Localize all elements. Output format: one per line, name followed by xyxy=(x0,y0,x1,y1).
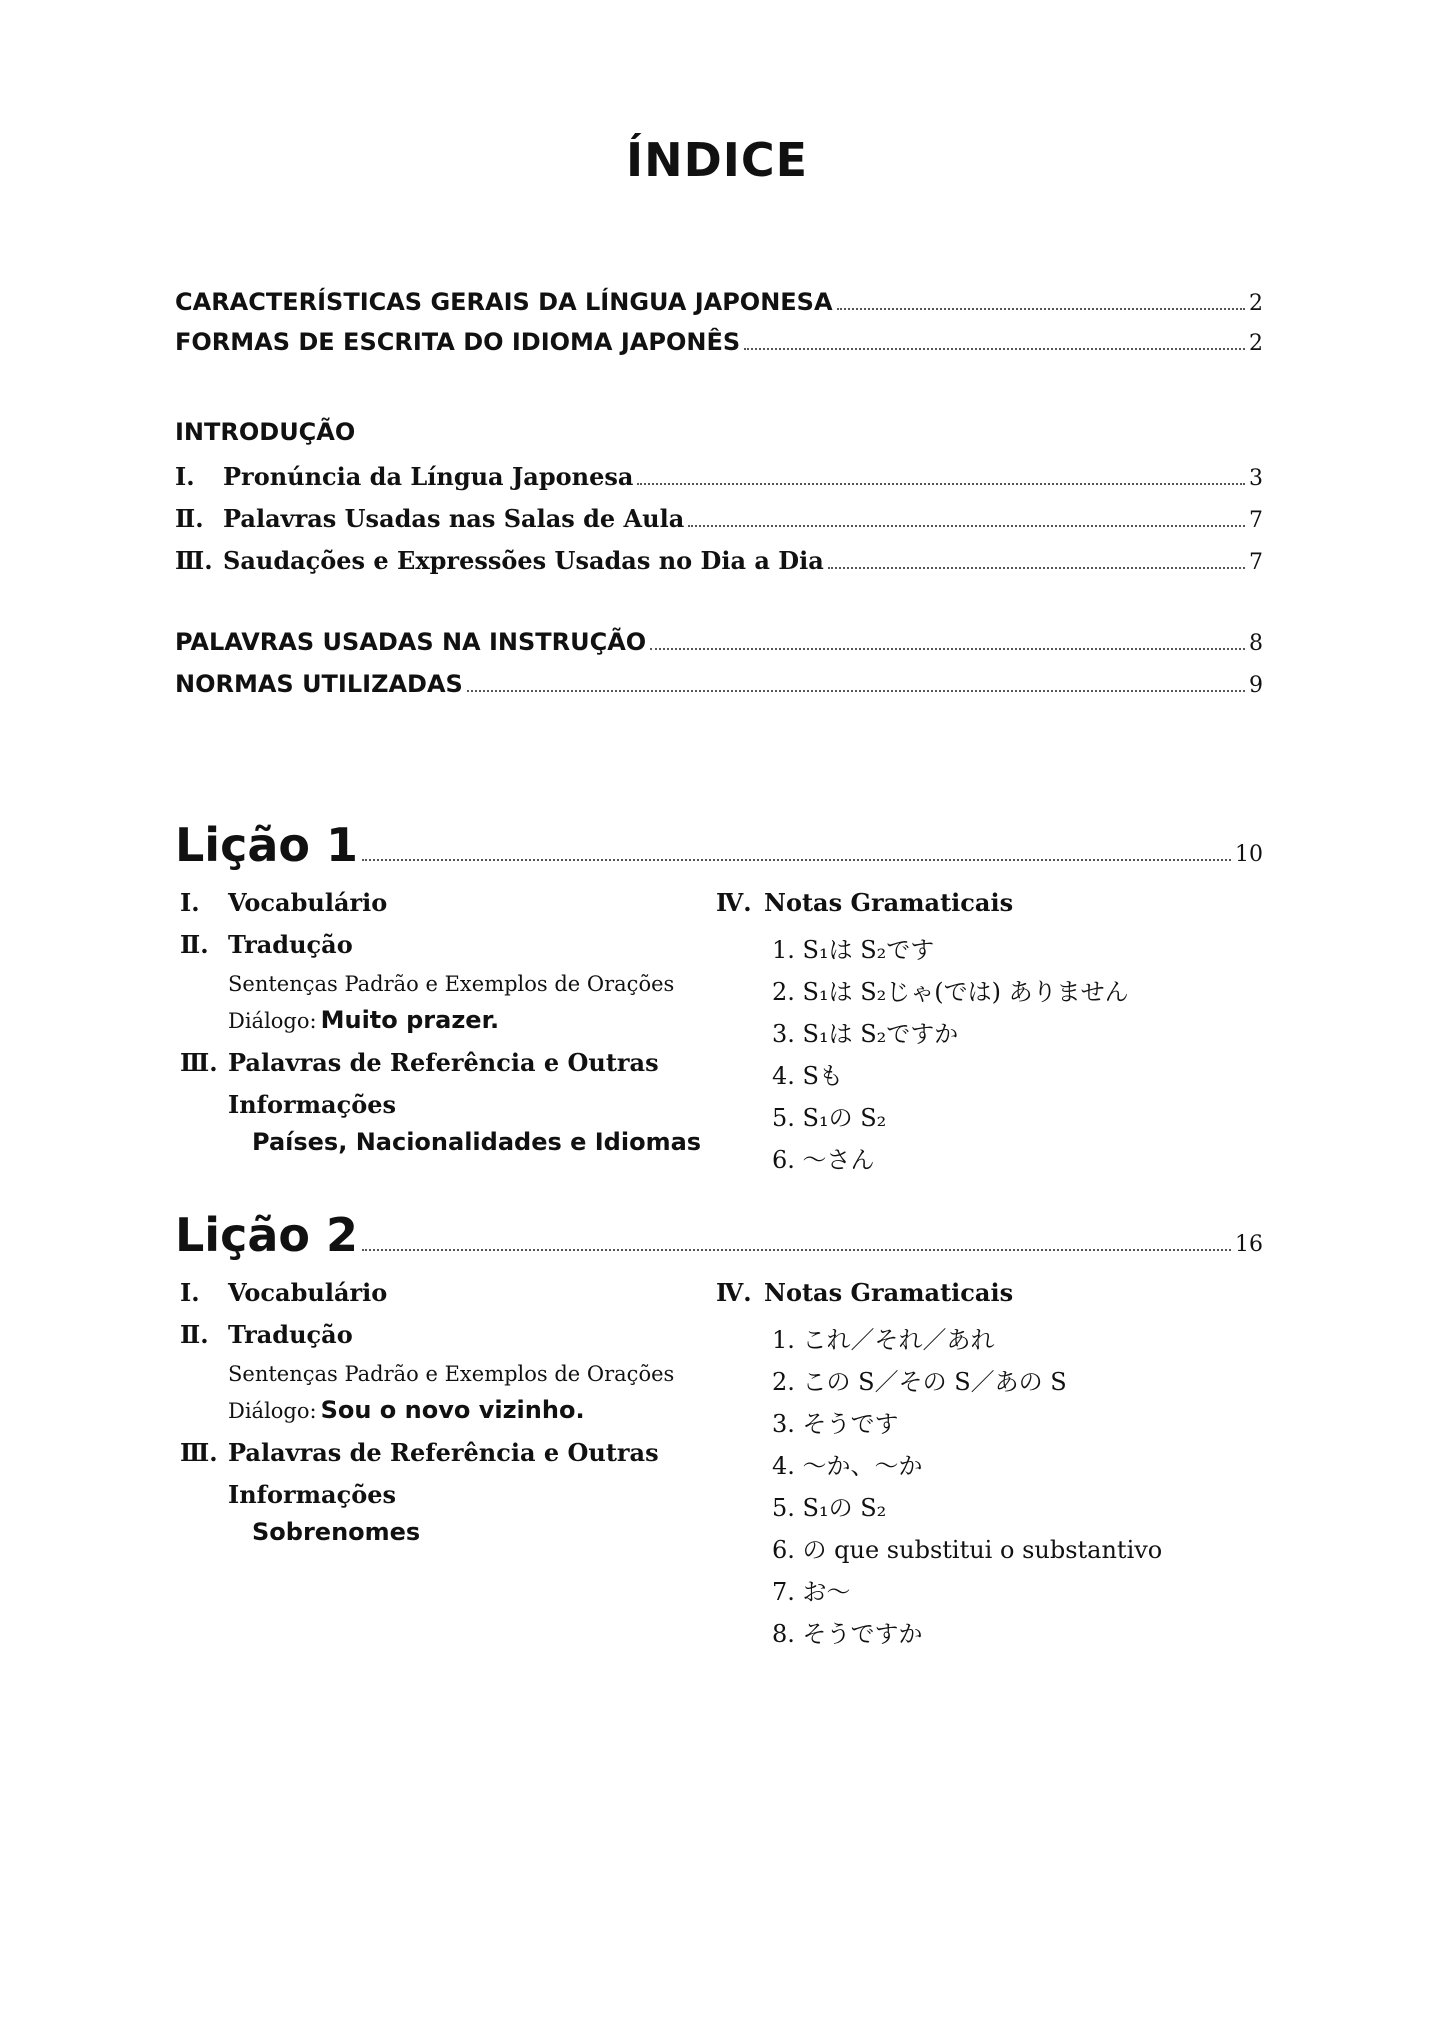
dialogo-title: Sou o novo vizinho. xyxy=(320,1396,585,1424)
dialogo-prefix: Diálogo: xyxy=(228,1009,317,1033)
toc-page-number: 9 xyxy=(1249,673,1263,698)
grammar-note[interactable]: 2. この S／その S／あの S xyxy=(772,1368,1067,1396)
roman-numeral: Ⅳ. xyxy=(716,888,752,917)
item-label: Vocabulário xyxy=(228,1278,388,1307)
lesson-1-vocabulario[interactable] xyxy=(180,888,387,917)
toc-page-number: 16 xyxy=(1235,1232,1263,1257)
toc-entry-pronuncia[interactable] xyxy=(175,462,1263,491)
page-title: ÍNDICE xyxy=(625,133,809,187)
dot-leader xyxy=(650,648,1245,650)
toc-page-number: 10 xyxy=(1235,842,1263,867)
dot-leader xyxy=(467,690,1245,692)
grammar-note[interactable]: 1. これ／それ／あれ xyxy=(772,1326,995,1354)
item-label: Notas Gramaticais xyxy=(764,888,1014,917)
toc-entry-saudacoes[interactable] xyxy=(175,546,1263,575)
lesson-2-referencia[interactable] xyxy=(180,1438,659,1467)
dot-leader xyxy=(362,859,1231,861)
toc-entry-palavras-instrucao[interactable] xyxy=(175,628,1263,656)
grammar-note[interactable]: 4. ～か、～か xyxy=(772,1452,923,1480)
roman-numeral: Ⅱ. xyxy=(180,930,209,959)
roman-numeral: Ⅰ. xyxy=(175,462,195,491)
lesson-1-traducao[interactable] xyxy=(180,930,353,959)
lesson-1-referencia[interactable] xyxy=(180,1048,659,1077)
grammar-note[interactable]: 8. そうですか xyxy=(772,1620,923,1648)
toc-entry-label: Palavras Usadas nas Salas de Aula xyxy=(223,504,685,533)
grammar-note[interactable]: 6. ～さん xyxy=(772,1146,875,1174)
grammar-note[interactable]: 3. そうです xyxy=(772,1410,899,1438)
lesson-2-sentencas: Sentenças Padrão e Exemplos de Orações xyxy=(228,1362,675,1386)
item-label: Palavras de Referência e Outras xyxy=(228,1438,659,1467)
toc-entry-label: CARACTERÍSTICAS GERAIS DA LÍNGUA JAPONESA xyxy=(175,288,833,316)
toc-page-number: 2 xyxy=(1249,291,1263,316)
roman-numeral: Ⅲ. xyxy=(180,1048,218,1077)
item-label: Tradução xyxy=(228,1320,353,1349)
dot-leader xyxy=(828,567,1245,569)
toc-page-number: 8 xyxy=(1249,631,1263,656)
item-label: Tradução xyxy=(228,930,353,959)
dot-leader xyxy=(688,525,1245,527)
roman-numeral: Ⅰ. xyxy=(180,888,200,917)
toc-entry-palavras-sala[interactable] xyxy=(175,504,1263,533)
dot-leader xyxy=(837,308,1245,310)
grammar-note[interactable]: 5. S₁の S₂ xyxy=(772,1104,887,1132)
toc-page-number: 3 xyxy=(1249,466,1263,491)
roman-numeral: Ⅲ. xyxy=(180,1438,218,1467)
lesson-2-vocabulario[interactable] xyxy=(180,1278,387,1307)
lesson-1-topic: Países, Nacionalidades e Idiomas xyxy=(252,1128,702,1156)
lesson-2-header[interactable] xyxy=(175,1208,1263,1262)
item-label: Vocabulário xyxy=(228,888,388,917)
lesson-1-header[interactable] xyxy=(175,818,1263,872)
grammar-note[interactable]: 7. お～ xyxy=(772,1578,851,1606)
toc-entry-normas[interactable] xyxy=(175,670,1263,698)
roman-numeral: Ⅱ. xyxy=(175,504,204,533)
lesson-1-sentencas: Sentenças Padrão e Exemplos de Orações xyxy=(228,972,675,996)
lesson-1-notas-gramaticais[interactable] xyxy=(716,888,1013,917)
grammar-note[interactable]: 6. の que substitui o substantivo xyxy=(772,1536,1163,1564)
lesson-2-notas-gramaticais[interactable] xyxy=(716,1278,1013,1307)
dialogo-prefix: Diálogo: xyxy=(228,1399,317,1423)
lesson-2-topic: Sobrenomes xyxy=(252,1518,421,1546)
toc-page-number: 2 xyxy=(1249,331,1263,356)
toc-entry-label: NORMAS UTILIZADAS xyxy=(175,670,463,698)
grammar-note[interactable]: 5. S₁の S₂ xyxy=(772,1494,887,1522)
grammar-note[interactable]: 3. S₁は S₂ですか xyxy=(772,1020,959,1048)
item-label: Palavras de Referência e Outras xyxy=(228,1048,659,1077)
dot-leader xyxy=(637,483,1245,485)
dialogo-title: Muito prazer. xyxy=(320,1006,500,1034)
lesson-2-informacoes: Informações xyxy=(228,1480,396,1509)
toc-page-number: 7 xyxy=(1249,550,1263,575)
grammar-note[interactable]: 1. S₁は S₂です xyxy=(772,936,935,964)
lesson-1-dialogo xyxy=(228,1006,499,1034)
toc-entry-label: FORMAS DE ESCRITA DO IDIOMA JAPONÊS xyxy=(175,328,741,356)
toc-entry-label: Saudações e Expressões Usadas no Dia a Dia xyxy=(223,546,824,575)
lesson-1-informacoes: Informações xyxy=(228,1090,396,1119)
lesson-title: Lição 1 xyxy=(175,818,359,872)
dot-leader xyxy=(744,348,1245,350)
toc-entry-formas-escrita[interactable] xyxy=(175,328,1263,356)
lesson-title: Lição 2 xyxy=(175,1208,359,1262)
roman-numeral: Ⅲ. xyxy=(175,546,213,575)
section-heading-introducao: INTRODUÇÃO xyxy=(175,418,356,446)
toc-page-number: 7 xyxy=(1249,508,1263,533)
grammar-note[interactable]: 2. S₁は S₂じゃ(では) ありません xyxy=(772,978,1129,1006)
toc-entry-label: PALAVRAS USADAS NA INSTRUÇÃO xyxy=(175,628,647,656)
dot-leader xyxy=(362,1249,1231,1251)
roman-numeral: Ⅰ. xyxy=(180,1278,200,1307)
roman-numeral: Ⅳ. xyxy=(716,1278,752,1307)
toc-entry-label: Pronúncia da Língua Japonesa xyxy=(223,462,634,491)
grammar-note[interactable]: 4. Sも xyxy=(772,1062,843,1090)
item-label: Notas Gramaticais xyxy=(764,1278,1014,1307)
toc-entry-caracteristicas[interactable] xyxy=(175,288,1263,316)
roman-numeral: Ⅱ. xyxy=(180,1320,209,1349)
lesson-2-dialogo xyxy=(228,1396,585,1424)
lesson-2-traducao[interactable] xyxy=(180,1320,353,1349)
